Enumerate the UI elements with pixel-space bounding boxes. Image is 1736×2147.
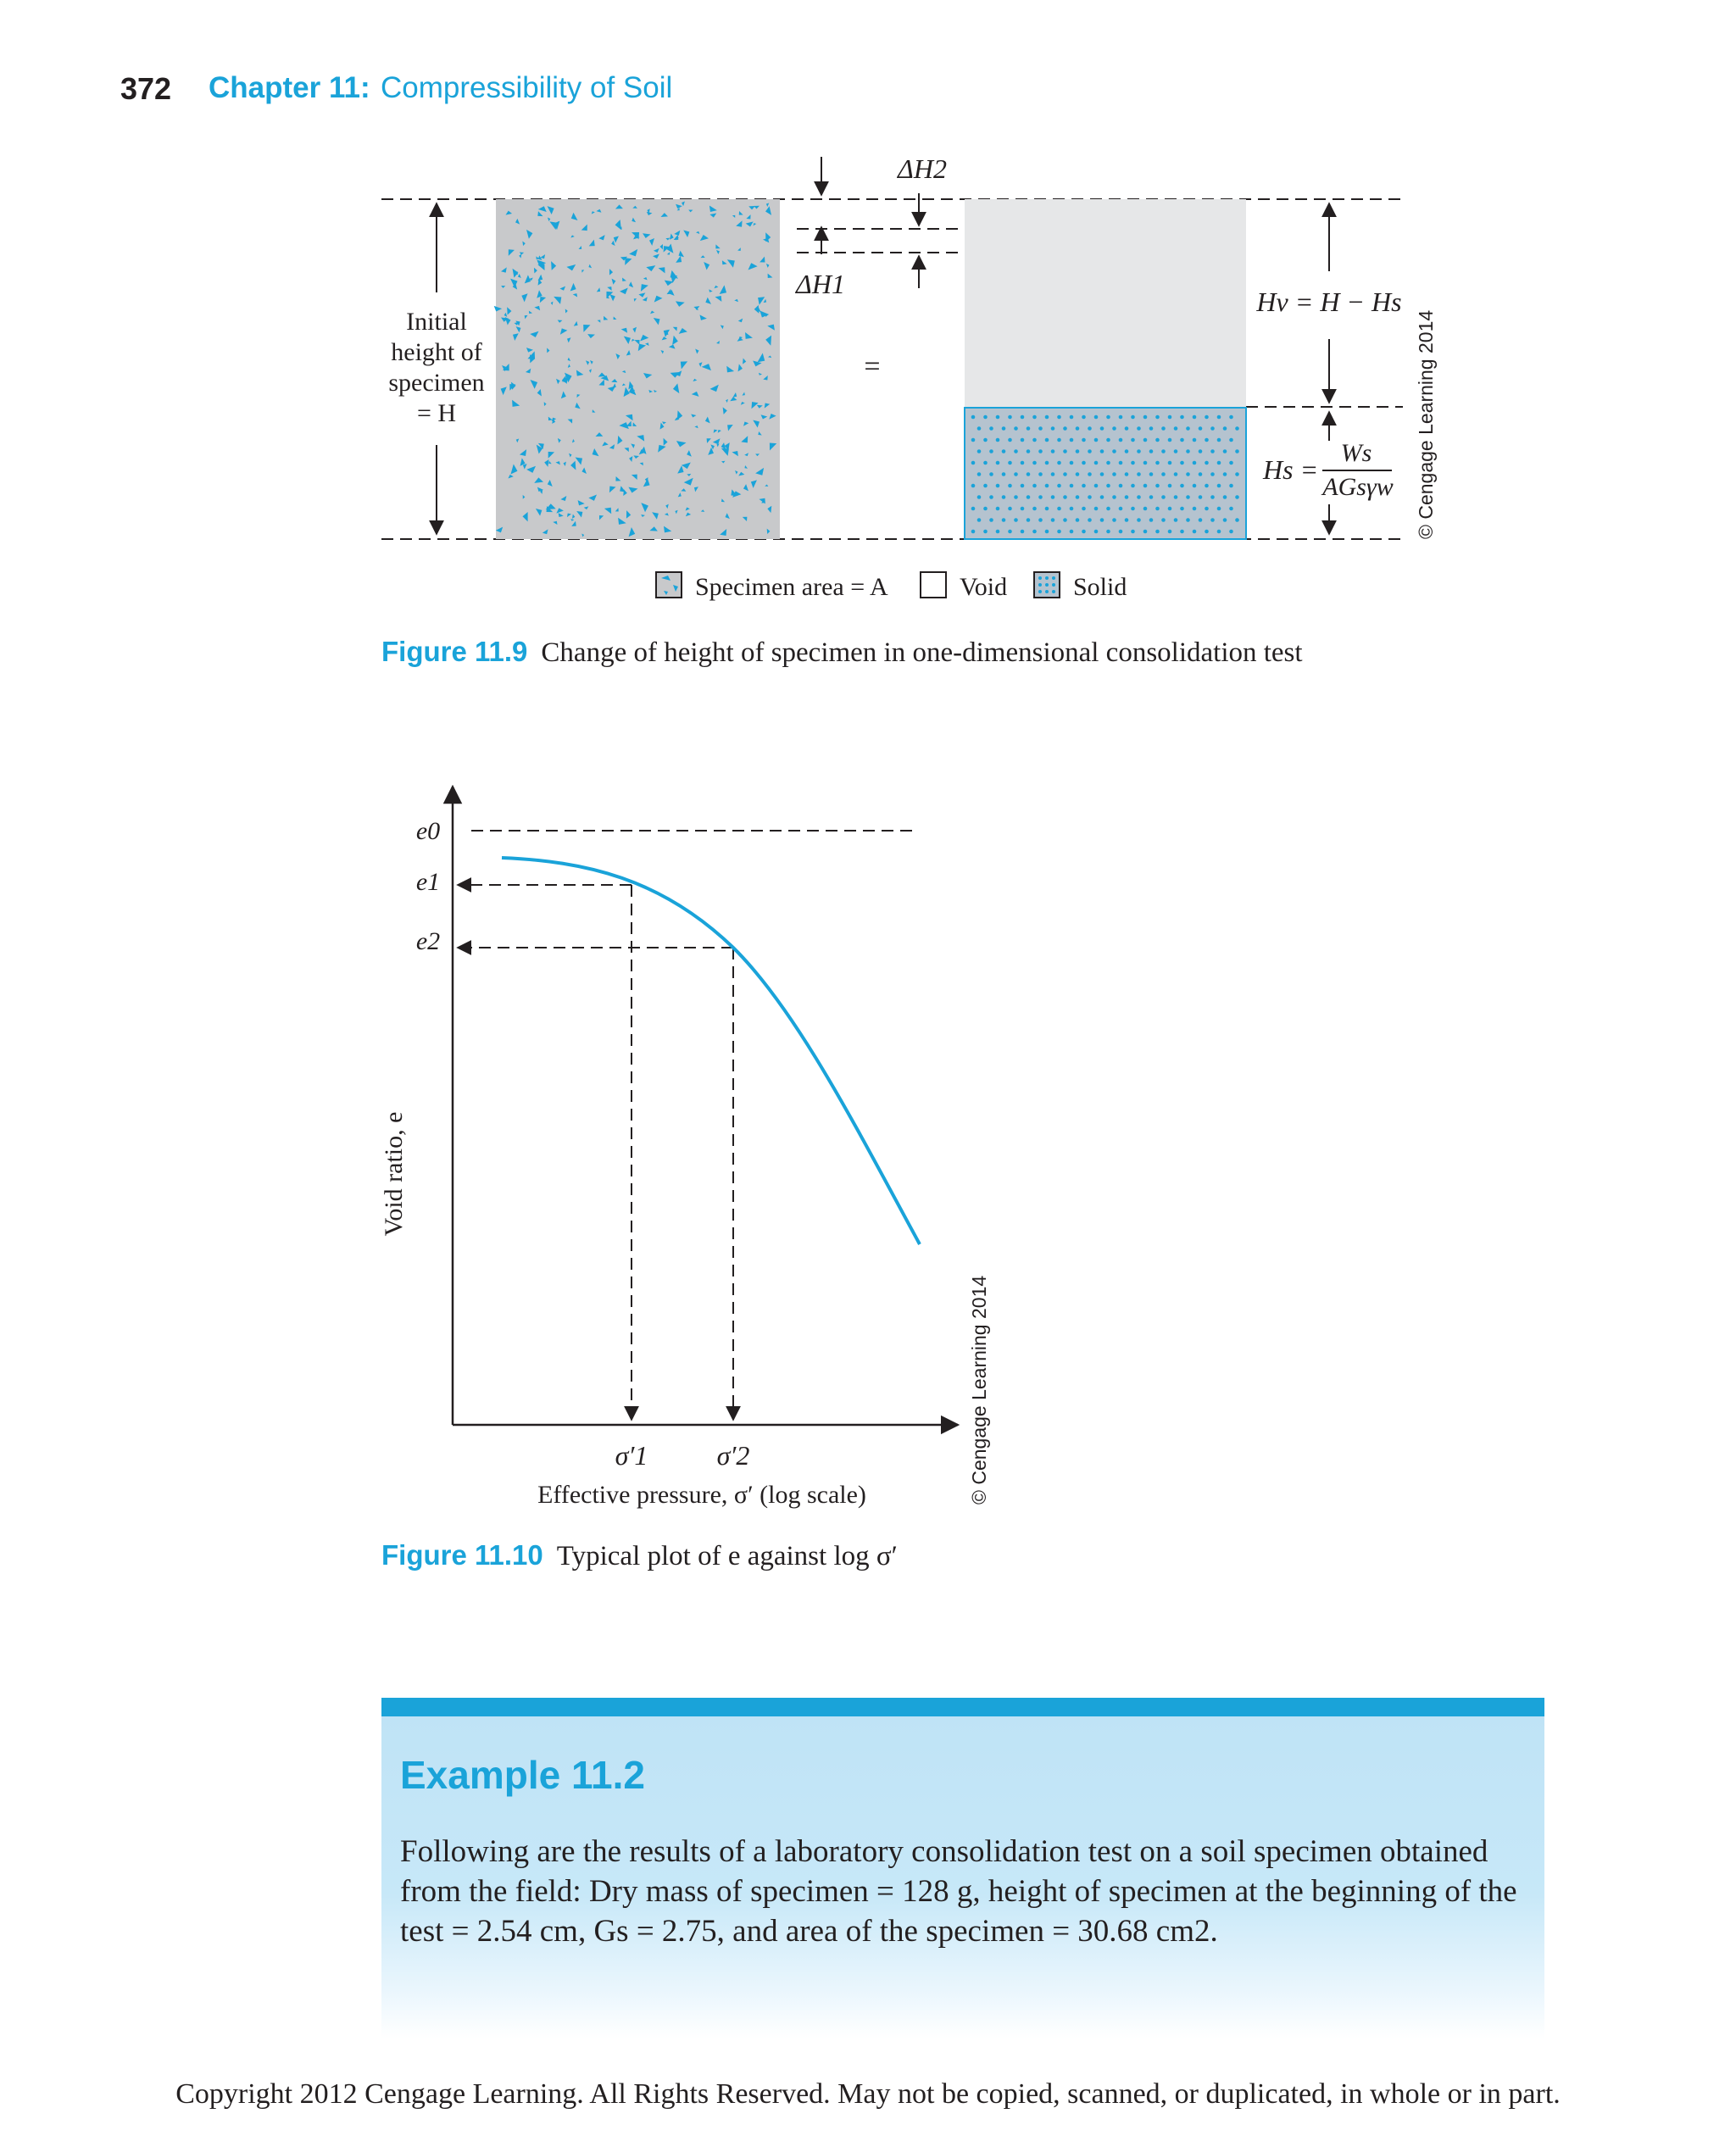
- figure-11-10-chart: [0, 763, 1060, 1526]
- e-log-sigma-curve: [502, 858, 920, 1244]
- solid-dot: [1199, 449, 1203, 453]
- solid-dot: [1199, 472, 1203, 476]
- solid-dot: [1161, 495, 1166, 499]
- solid-dot: [1021, 438, 1025, 442]
- solid-dot: [1057, 438, 1061, 442]
- solid-dot: [1008, 507, 1012, 511]
- equals-sign: =: [864, 351, 881, 382]
- solid-dot: [1131, 461, 1135, 465]
- solid-dot: [1193, 484, 1197, 488]
- figure-11-9-copyright: © Cengage Learning 2014: [1415, 309, 1437, 539]
- solid-dot: [1119, 438, 1123, 442]
- solid-dot: [1131, 507, 1135, 511]
- figure-11-9-diagram: [0, 0, 1736, 678]
- solid-dot: [1076, 426, 1080, 431]
- solid-dot: [1186, 472, 1190, 476]
- solid-dot: [1100, 472, 1104, 476]
- solid-dot: [1174, 449, 1178, 453]
- solid-dot: [1094, 438, 1099, 442]
- solid-dot: [996, 415, 1000, 420]
- solid-dot: [1137, 518, 1141, 522]
- solid-dot: [1210, 495, 1215, 499]
- solid-dot: [977, 472, 982, 476]
- solid-dot: [1032, 438, 1037, 442]
- hs-denominator: AGsγw: [1322, 473, 1394, 501]
- solid-dot: [1174, 495, 1178, 499]
- solid-dot: [1186, 426, 1190, 431]
- solid-dot: [971, 438, 976, 442]
- solid-dot: [1112, 472, 1116, 476]
- solid-dot: [989, 449, 993, 453]
- solid-dot: [1168, 438, 1172, 442]
- example-body-text: Following are the results of a laboratory consolidation test on a soil specimen obtained from the field: Dry mass of specimen = 128 g, height of specimen at the beginning of the test = 2.54 cm, Gs = 2.75, and area of the specimen = 30.68 cm2.: [400, 1834, 1517, 1949]
- solid-dot: [1205, 530, 1209, 534]
- legend-solid-label: Solid: [1073, 573, 1127, 601]
- solid-dot: [1063, 449, 1067, 453]
- solid-dot: [1002, 518, 1006, 522]
- y-tick-label-e0: e0: [415, 817, 441, 845]
- solid-dot: [1223, 495, 1227, 499]
- solid-dot: [1051, 449, 1055, 453]
- footer-copyright: Copyright 2012 Cengage Learning. All Rights Reserved. May not be copied, scanned, or duplicated, in whole or in part.: [175, 2078, 1561, 2110]
- chapter-label: Chapter 11:: [209, 71, 370, 104]
- solid-dot: [1032, 461, 1037, 465]
- solid-dot: [1027, 426, 1031, 431]
- solid-dot: [1119, 461, 1123, 465]
- solid-dot: [1217, 415, 1221, 420]
- solid-dot: [1119, 507, 1123, 511]
- solid-dot: [1168, 530, 1172, 534]
- solid-dot: [1027, 518, 1031, 522]
- solid-dot: [1088, 426, 1092, 431]
- solid-dot: [1100, 495, 1104, 499]
- solid-dot: [1137, 426, 1141, 431]
- initial-height-label-3: specimen: [388, 369, 485, 397]
- solid-dot: [1008, 530, 1012, 534]
- solid-dot: [1014, 472, 1018, 476]
- solid-dot: [1088, 495, 1092, 499]
- solid-dot: [983, 507, 988, 511]
- example-body: [400, 1832, 1527, 1951]
- solid-dot: [1106, 438, 1110, 442]
- solid-dot: [1057, 530, 1061, 534]
- solid-dot: [1100, 426, 1104, 431]
- solid-dot: [1199, 426, 1203, 431]
- solid-dot: [983, 484, 988, 488]
- solid-dot: [1168, 415, 1172, 420]
- solid-dot: [1217, 507, 1221, 511]
- solid-dot: [971, 461, 976, 465]
- solid-dot: [1057, 461, 1061, 465]
- x-axis-label: Effective pressure, σ′ (log scale): [537, 1481, 866, 1509]
- solid-dot: [1112, 495, 1116, 499]
- solid-dot: [1223, 449, 1227, 453]
- solid-dot: [1174, 426, 1178, 431]
- initial-height-label-2: height of: [391, 338, 482, 366]
- solid-dot: [989, 518, 993, 522]
- solid-dot: [1051, 472, 1055, 476]
- solid-dot: [1063, 495, 1067, 499]
- solid-dot: [996, 484, 1000, 488]
- solid-dot: [1174, 518, 1178, 522]
- solid-dot: [1125, 472, 1129, 476]
- legend: [656, 572, 1127, 601]
- figure-11-10-copyright: © Cengage Learning 2014: [968, 1275, 990, 1505]
- solid-dot: [1082, 415, 1086, 420]
- legend-specimen-label: Specimen area = A: [695, 573, 888, 601]
- solid-dot: [1106, 415, 1110, 420]
- solid-dot: [989, 426, 993, 431]
- solid-dot: [1088, 449, 1092, 453]
- solid-dot: [1217, 530, 1221, 534]
- solid-dot: [1143, 415, 1148, 420]
- solid-dot: [1021, 461, 1025, 465]
- figure-11-9-caption: [381, 636, 1303, 669]
- hv-formula: Hv = H − Hs: [1256, 286, 1402, 317]
- solid-dot: [1199, 495, 1203, 499]
- legend-void-label: Void: [960, 573, 1008, 601]
- solid-dot: [1051, 518, 1055, 522]
- solid-dot: [1217, 438, 1221, 442]
- solid-dot: [1205, 461, 1209, 465]
- y-tick-label-e1: e1: [415, 868, 441, 896]
- solid-dot: [1112, 518, 1116, 522]
- example-box: [381, 1698, 1544, 2039]
- solid-dot: [1076, 472, 1080, 476]
- solid-dot: [1070, 530, 1074, 534]
- solid-dot: [1143, 461, 1148, 465]
- solid-dot: [1223, 518, 1227, 522]
- solid-dot: [1193, 507, 1197, 511]
- solid-dot: [1027, 449, 1031, 453]
- solid-dot: [1070, 461, 1074, 465]
- solid-dot: [983, 530, 988, 534]
- solid-dot: [1082, 438, 1086, 442]
- legend-void-swatch: [921, 572, 946, 598]
- solid-dot: [1021, 484, 1025, 488]
- solid-dot: [1002, 449, 1006, 453]
- delta-h2-label: ΔH2: [898, 153, 947, 184]
- solid-dot: [1014, 495, 1018, 499]
- solid-dot: [1137, 495, 1141, 499]
- solid-dot: [1119, 530, 1123, 534]
- solid-dot: [1008, 461, 1012, 465]
- solid-dot: [1180, 507, 1184, 511]
- solid-dot: [1082, 507, 1086, 511]
- solid-dot: [1038, 449, 1043, 453]
- solid-dot: [977, 426, 982, 431]
- solid-dot: [1155, 461, 1160, 465]
- solid-dot: [1082, 484, 1086, 488]
- solid-dot: [1008, 438, 1012, 442]
- solid-dot: [1094, 530, 1099, 534]
- solid-dot: [1193, 530, 1197, 534]
- solid-dot: [1235, 518, 1239, 522]
- solid-dot: [1119, 415, 1123, 420]
- solid-dot: [1032, 507, 1037, 511]
- solid-dot: [1143, 484, 1148, 488]
- solid-dot: [1106, 461, 1110, 465]
- solid-dot: [1186, 495, 1190, 499]
- solid-dot: [1100, 449, 1104, 453]
- solid-dot: [1205, 484, 1209, 488]
- solid-dot: [1057, 484, 1061, 488]
- solid-dot: [989, 472, 993, 476]
- solid-dot: [1021, 530, 1025, 534]
- solid-dot: [1070, 415, 1074, 420]
- solid-dot: [1094, 484, 1099, 488]
- solid-dot: [1210, 449, 1215, 453]
- solid-dot: [1205, 438, 1209, 442]
- figure-11-9-caption-label: Figure 11.9: [381, 636, 528, 667]
- solid-dot: [1045, 461, 1049, 465]
- legend-specimen-swatch: [656, 572, 682, 598]
- solid-dot: [1174, 472, 1178, 476]
- solid-dot: [1076, 518, 1080, 522]
- solid-dot: [1235, 472, 1239, 476]
- solid-dot: [989, 495, 993, 499]
- solid-dot: [1186, 449, 1190, 453]
- solid-dot: [1149, 495, 1154, 499]
- solid-dot: [1106, 484, 1110, 488]
- solid-dot: [1125, 426, 1129, 431]
- solid-dot: [1063, 426, 1067, 431]
- solid-dot: [1051, 426, 1055, 431]
- solid-dot: [977, 495, 982, 499]
- solid-dot: [1186, 518, 1190, 522]
- solid-dot: [1193, 438, 1197, 442]
- solid-region: [965, 408, 1246, 539]
- void-region: [965, 199, 1246, 408]
- solid-dot: [1014, 449, 1018, 453]
- hs-numerator: Ws: [1340, 439, 1372, 467]
- solid-dot: [1229, 415, 1233, 420]
- solid-dot: [971, 415, 976, 420]
- solid-dot: [1070, 484, 1074, 488]
- solid-dot: [1180, 415, 1184, 420]
- solid-dot: [1180, 530, 1184, 534]
- solid-dot: [1100, 518, 1104, 522]
- solid-dot: [977, 449, 982, 453]
- solid-dot: [1223, 426, 1227, 431]
- solid-dot: [1205, 415, 1209, 420]
- figure-11-9-caption-text: Change of height of specimen in one-dimensional consolidation test: [541, 637, 1303, 668]
- solid-dot: [1168, 461, 1172, 465]
- solid-dot: [1088, 518, 1092, 522]
- solid-dot: [1161, 472, 1166, 476]
- solid-dot: [983, 461, 988, 465]
- solid-dot: [1149, 518, 1154, 522]
- solid-dot: [1038, 495, 1043, 499]
- solid-dot: [1168, 507, 1172, 511]
- solid-dot: [983, 438, 988, 442]
- solid-dot: [1014, 426, 1018, 431]
- hs-label: Hs =: [1263, 454, 1319, 485]
- solid-dot: [1094, 415, 1099, 420]
- solid-dot: [1180, 461, 1184, 465]
- solid-dot: [1143, 507, 1148, 511]
- solid-dot: [1155, 415, 1160, 420]
- solid-dot: [971, 484, 976, 488]
- initial-height-label-1: Initial: [406, 308, 467, 336]
- solid-dot: [1032, 415, 1037, 420]
- delta-h1-label: ΔH1: [796, 269, 845, 299]
- example-title: Example 11.2: [400, 1753, 645, 1797]
- solid-dot: [1112, 449, 1116, 453]
- solid-dot: [1180, 438, 1184, 442]
- solid-dot: [1094, 507, 1099, 511]
- solid-dot: [971, 507, 976, 511]
- solid-dot: [1131, 438, 1135, 442]
- solid-dot: [1032, 530, 1037, 534]
- solid-dot: [971, 530, 976, 534]
- solid-dot: [1070, 507, 1074, 511]
- solid-dot: [1210, 472, 1215, 476]
- figure-11-10-caption: [381, 1539, 898, 1572]
- initial-height-label-4: = H: [416, 399, 457, 427]
- solid-dot: [1217, 484, 1221, 488]
- solid-dot: [1199, 518, 1203, 522]
- page-number: 372: [120, 71, 172, 106]
- solid-dot: [1002, 495, 1006, 499]
- solid-dot: [1143, 530, 1148, 534]
- solid-dot: [1168, 484, 1172, 488]
- solid-dot: [1002, 472, 1006, 476]
- solid-dot: [1051, 495, 1055, 499]
- x-tick-label-sigma1: σ′1: [615, 1440, 648, 1471]
- solid-dot: [1112, 426, 1116, 431]
- solid-dot: [1210, 518, 1215, 522]
- solid-dot: [1063, 472, 1067, 476]
- solid-dot: [1038, 472, 1043, 476]
- solid-dot: [1229, 461, 1233, 465]
- solid-dot: [1106, 530, 1110, 534]
- solid-dot: [1063, 518, 1067, 522]
- solid-dot: [1223, 472, 1227, 476]
- solid-dot: [1094, 461, 1099, 465]
- solid-dot: [1021, 415, 1025, 420]
- solid-dot: [1137, 472, 1141, 476]
- solid-dot: [1002, 426, 1006, 431]
- solid-dot: [1161, 518, 1166, 522]
- solid-dot: [1217, 461, 1221, 465]
- solid-dot: [1045, 530, 1049, 534]
- solid-dot: [1045, 438, 1049, 442]
- solid-dot: [1161, 449, 1166, 453]
- solid-dot: [1125, 495, 1129, 499]
- solid-dot: [1070, 438, 1074, 442]
- solid-dot: [1027, 472, 1031, 476]
- solid-dot: [1149, 426, 1154, 431]
- solid-dot: [1038, 426, 1043, 431]
- solid-dot: [1008, 484, 1012, 488]
- solid-dot: [1045, 415, 1049, 420]
- solid-dot: [977, 518, 982, 522]
- solid-dot: [1149, 449, 1154, 453]
- solid-dot: [1155, 507, 1160, 511]
- solid-dot: [1131, 484, 1135, 488]
- solid-dot: [1125, 449, 1129, 453]
- solid-dot: [1155, 484, 1160, 488]
- solid-dot: [1161, 426, 1166, 431]
- solid-dot: [1076, 495, 1080, 499]
- solid-dot: [1082, 461, 1086, 465]
- figure-11-10-caption-label: Figure 11.10: [381, 1539, 543, 1571]
- solid-dot: [1155, 530, 1160, 534]
- solid-dot: [1008, 415, 1012, 420]
- solid-dot: [1210, 426, 1215, 431]
- x-tick-label-sigma2: σ′2: [716, 1440, 750, 1471]
- chapter-title: Compressibility of Soil: [381, 71, 673, 104]
- solid-dot: [1119, 484, 1123, 488]
- solid-dot: [1137, 449, 1141, 453]
- solid-dot: [1229, 507, 1233, 511]
- solid-dot: [1235, 495, 1239, 499]
- solid-dot: [1235, 426, 1239, 431]
- solid-dot: [1131, 415, 1135, 420]
- solid-dot: [1057, 507, 1061, 511]
- y-axis-label: Void ratio, e: [380, 1111, 408, 1237]
- solid-dot: [1014, 518, 1018, 522]
- solid-dot: [1045, 507, 1049, 511]
- solid-dot: [1021, 507, 1025, 511]
- solid-dot: [1235, 449, 1239, 453]
- solid-dot: [1027, 495, 1031, 499]
- solid-dot: [1125, 518, 1129, 522]
- solid-dot: [1088, 472, 1092, 476]
- solid-dot: [1229, 438, 1233, 442]
- solid-dot: [996, 461, 1000, 465]
- solid-dot: [1149, 472, 1154, 476]
- solid-dot: [1180, 484, 1184, 488]
- solid-dot: [1076, 449, 1080, 453]
- solid-dot: [1045, 484, 1049, 488]
- solid-dot: [1155, 438, 1160, 442]
- y-tick-label-e2: e2: [415, 927, 441, 955]
- solid-dot: [1032, 484, 1037, 488]
- solid-dot: [1205, 507, 1209, 511]
- solid-dot: [1082, 530, 1086, 534]
- solid-dot: [996, 438, 1000, 442]
- figure-11-10-caption-text: Typical plot of e against log σ′: [556, 1541, 898, 1571]
- solid-dot: [1193, 415, 1197, 420]
- solid-dot: [1229, 484, 1233, 488]
- solid-dot: [983, 415, 988, 420]
- solid-dot: [996, 530, 1000, 534]
- solid-dot: [1057, 415, 1061, 420]
- solid-dot: [1193, 461, 1197, 465]
- solid-dot: [1229, 530, 1233, 534]
- solid-dot: [1131, 530, 1135, 534]
- solid-dot: [1106, 507, 1110, 511]
- solid-dot: [1038, 518, 1043, 522]
- solid-dot: [1143, 438, 1148, 442]
- solid-dot: [996, 507, 1000, 511]
